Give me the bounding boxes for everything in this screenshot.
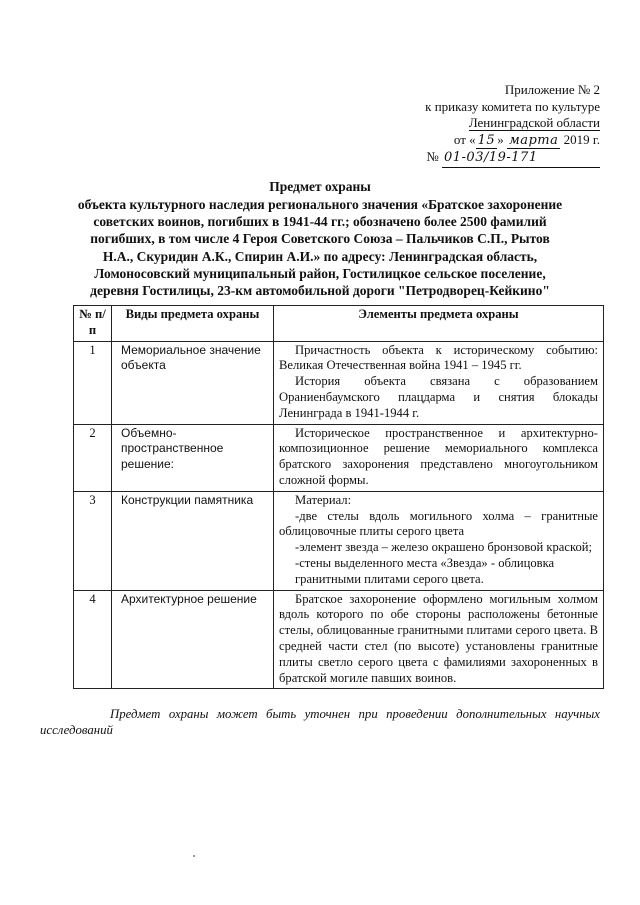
row-num: 2 <box>74 424 112 491</box>
row-kind: Архитектурное решение <box>112 590 274 689</box>
element-paragraph: -элемент звезда – железо окрашено бронзовой краской; <box>295 540 592 555</box>
subject-line: советских воинов, погибших в 1941-44 гг.; обозначено более 2500 фамилий <box>93 214 547 230</box>
row-kind: Конструкции памятника <box>112 491 274 590</box>
row-elements <box>274 341 604 424</box>
subject-line: Ломоносовский муниципальный район, Гостилицкое сельское поселение, <box>94 265 546 281</box>
element-paragraph: Историческое пространственное и архитектурно-композиционное решение мемориального комплекса братского захоронения представлено многоугольником сложной формы. <box>279 425 598 487</box>
footnote: Предмет охраны может быть уточнен при проведении дополнительных научных исследований <box>40 707 600 737</box>
subject-line: Н.А., Скуридин А.К., Спирин А.И.» по адресу: Ленинградская область, <box>102 248 538 264</box>
date-year: 2019 г. <box>563 131 600 147</box>
row-elements <box>274 590 604 689</box>
date-day: 15 <box>477 132 496 148</box>
appendix-number-line <box>425 149 600 168</box>
document-subject <box>40 196 600 299</box>
subject-line: объекта культурного наследия регионального значения «Братское захоронение <box>77 197 563 212</box>
number-prefix: № <box>426 149 439 164</box>
table-header-row <box>74 306 604 342</box>
element-paragraph: Братское захоронение оформлено могильным холмом вдоль которого по обе стороны расположены бетонные стелы, облицованные гранитными плитами серого цвета. В средней части стел (по высоте) установлены гранитные плиты светло серого цвета с фамилиями захороненных в братской могиле павших воинов. <box>279 591 598 685</box>
element-paragraph: История объекта связана с образованием Ораниенбаумского плацдарма и снятия блокады Ленинграда в 1941-1944 г. <box>279 374 598 420</box>
row-elements <box>274 424 604 491</box>
table-row <box>74 590 604 689</box>
row-kind: Мемориальное значение объекта <box>112 341 274 424</box>
appendix-date-line <box>425 132 600 150</box>
subject-line: деревня Гостилицы, 23-км автомобильной дороги "Петродворец-Кейкино" <box>90 283 550 299</box>
appendix-block <box>425 82 600 168</box>
row-elements <box>274 491 604 590</box>
subject-line: погибших, в том числе 4 Героя Советского Союза – Пальчиков С.П., Рытов <box>90 231 550 247</box>
header-elements: Элементы предмета охраны <box>274 306 604 342</box>
protection-items-table <box>73 305 604 689</box>
appendix-region-line <box>425 115 600 132</box>
row-num: 4 <box>74 590 112 689</box>
table-row <box>74 424 604 491</box>
element-paragraph: -две стелы вдоль могильного холма – гранитные облицовочные плиты серого цвета <box>279 508 598 539</box>
table-row <box>74 341 604 424</box>
element-paragraph: Причастность объекта к историческому событию: Великая Отечественная война 1941 – 1945 гг. <box>279 342 598 373</box>
scan-speck <box>193 855 195 857</box>
element-paragraph: Материал: <box>295 492 352 507</box>
appendix-title: Приложение № 2 <box>504 82 600 97</box>
row-num: 1 <box>74 341 112 424</box>
row-num: 3 <box>74 491 112 590</box>
date-month: марта <box>508 132 559 148</box>
date-prefix: от « <box>453 131 476 147</box>
appendix-order-line: к приказу комитета по культуре <box>425 98 600 114</box>
date-mid: » <box>497 131 504 147</box>
header-num: № п/п <box>74 306 112 342</box>
table-row <box>74 491 604 590</box>
appendix-region-text: Ленинградской области <box>468 115 600 130</box>
row-kind: Объемно-пространственное решение: <box>112 424 274 491</box>
header-kind: Виды предмета охраны <box>112 306 274 342</box>
element-paragraph: гранитными плитами серого цвета. <box>295 571 484 586</box>
number-value: 01-03/19-171 <box>444 150 538 165</box>
document-title: Предмет охраны <box>269 179 371 194</box>
element-paragraph: -стены выделенного места «Звезда» - облицовка <box>295 555 555 570</box>
